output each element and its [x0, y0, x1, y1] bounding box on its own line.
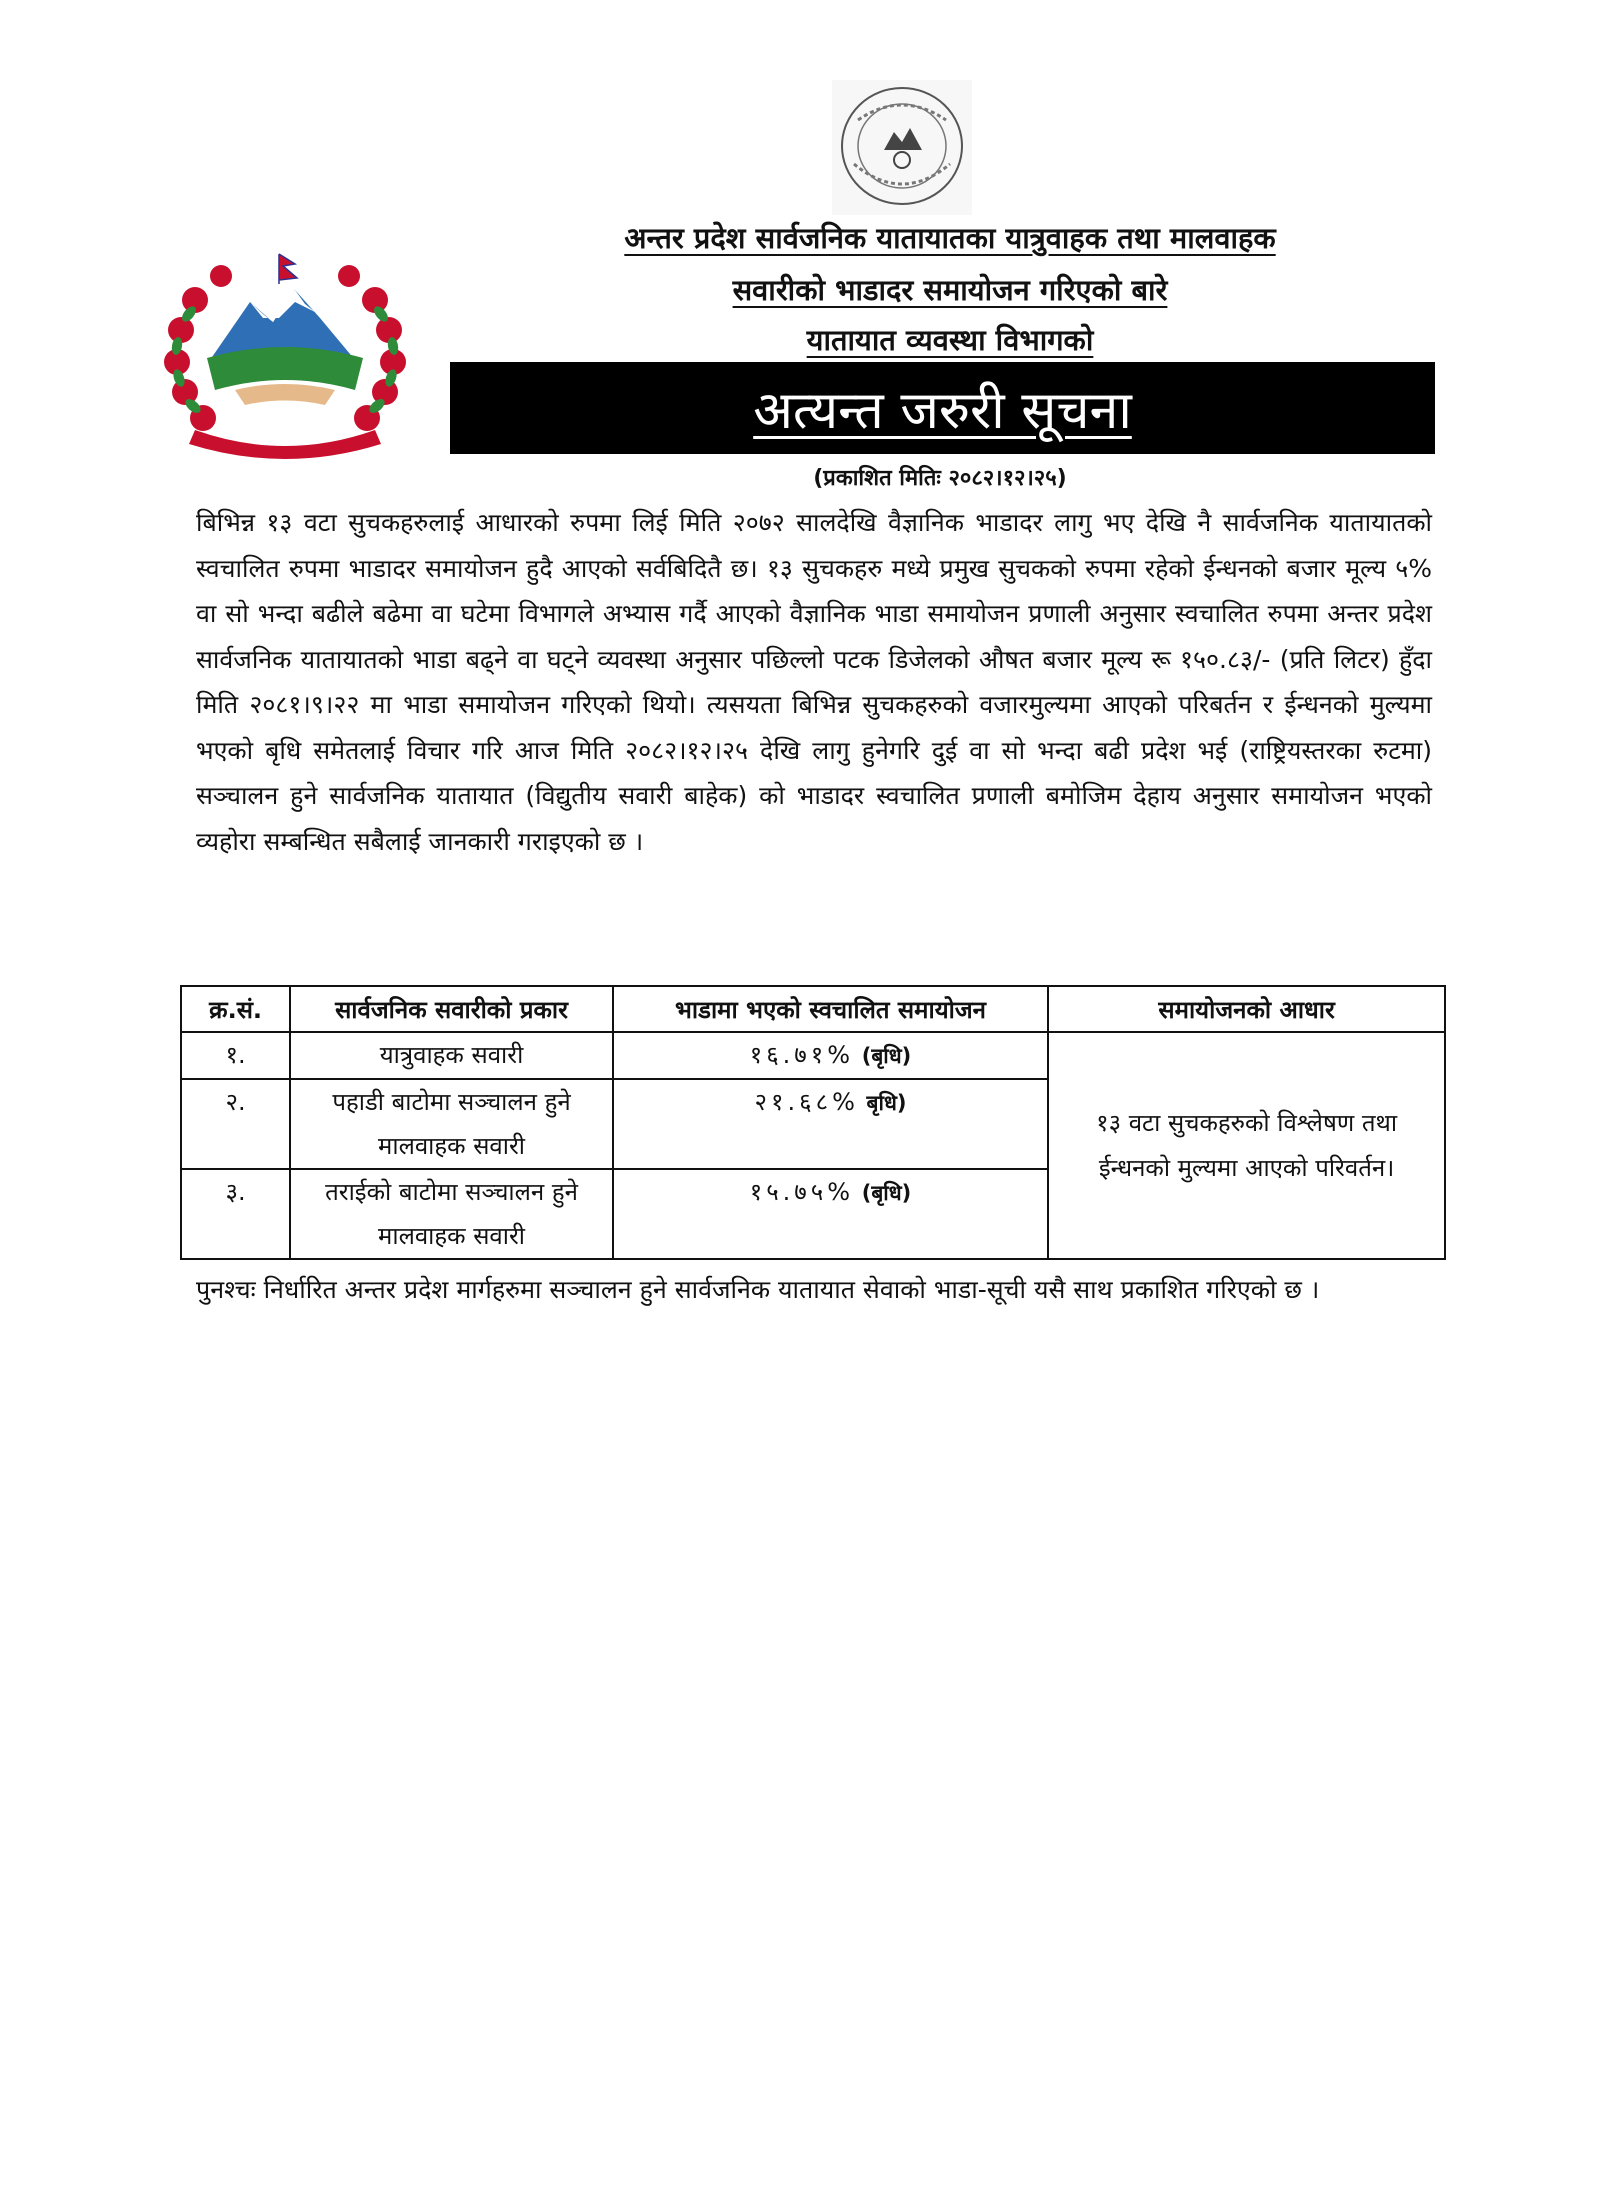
- department-name: यातायात व्यवस्था विभागको: [806, 323, 1094, 357]
- adjustment-percent: १५.७५%: [749, 1178, 855, 1206]
- header-vehicle-type: सार्वजनिक सवारीको प्रकार: [290, 986, 613, 1032]
- row-serial: २.: [181, 1079, 290, 1169]
- row-adjustment: [613, 1032, 1048, 1079]
- fare-adjustment-table: [180, 985, 1446, 1260]
- notice-body-paragraph: बिभिन्न १३ वटा सुचकहरुलाई आधारको रुपमा लिई मिति २०७२ सालदेखि वैज्ञानिक भाडादर लागु भए देखि नै सार्वजनिक यातायातको स्वचालित रुपमा भाडादर समायोजन हुदै आएको सर्वबिदितै छ। १३ सुचकहरु मध्ये प्रमुख सुचकको रुपमा रहेको ईन्धनको बजार मूल्य ५% वा सो भन्दा बढीले बढेमा वा घटेमा विभागले अभ्यास गर्दै आएको वैज्ञानिक भाडा समायोजन प्रणाली अनुसार स्वचालित रुपमा अन्तर प्रदेश सार्वजनिक यातायातको भाडा बढ्ने वा घट्ने व्यवस्था अनुसार पछिल्लो पटक डिजेलको औषत बजार मूल्य रू १५०.८३/- (प्रति लिटर) हुँदा मिति २०८१।९।२२ मा भाडा समायोजन गरिएको थियो। त्यसयता बिभिन्न सुचकहरुको वजारमुल्यमा आएको परिबर्तन र ईन्धनको मुल्यमा भएको बृधि समेतलाई विचार गरि आज मिति २०८२।१२।२५ देखि लागु हुनेगरि दुई वा सो भन्दा बढी प्रदेश भई (राष्ट्रियस्तरका रुटमा) सञ्चालन हुने सार्वजनिक यातायात (विद्युतीय सवारी बाहेक) को भाडादर स्वचालित प्रणाली बमोजिम देहाय अनुसार समायोजन भएको व्यहोरा सम्बन्धित सबैलाई जानकारी गराइएको छ ।: [196, 508, 1432, 856]
- table-row: [181, 1032, 1445, 1079]
- published-date: (प्रकाशित मितिः २०८२।१२।२५): [813, 466, 1067, 491]
- adjustment-basis: १३ वटा सुचकहरुको विश्लेषण तथा ईन्धनको मुल्यमा आएको परिवर्तन।: [1048, 1032, 1445, 1259]
- adjustment-direction: (बृधि): [861, 1181, 912, 1205]
- adjustment-percent: २१.६८%: [754, 1088, 859, 1116]
- row-adjustment: [613, 1169, 1048, 1259]
- row-adjustment: [613, 1079, 1048, 1169]
- notice-title-line-1: अन्तर प्रदेश सार्वजनिक यातायातका यात्रुवाहक तथा मालवाहक: [624, 221, 1276, 255]
- row-vehicle-type: तराईको बाटोमा सञ्चालन हुने मालवाहक सवारी: [290, 1169, 613, 1259]
- header-adjustment: भाडामा भएको स्वचालित समायोजन: [613, 986, 1048, 1032]
- notice-title-line-2: सवारीको भाडादर समायोजन गरिएको बारे: [732, 273, 1168, 307]
- row-serial: १.: [181, 1032, 290, 1079]
- nepal-emblem-icon: [155, 240, 415, 465]
- adjustment-direction: (बृधि): [861, 1044, 912, 1068]
- urgent-notice-text: अत्यन्त जरुरी सूचना: [753, 380, 1132, 441]
- adjustment-percent: १६.७१%: [749, 1041, 855, 1069]
- row-vehicle-type: पहाडी बाटोमा सञ्चालन हुने मालवाहक सवारी: [290, 1079, 613, 1169]
- adjustment-direction: बृधि): [866, 1091, 907, 1115]
- row-serial: ३.: [181, 1169, 290, 1259]
- table-header-row: [181, 986, 1445, 1032]
- urgent-notice-banner: [450, 362, 1435, 454]
- header-serial: क्र.सं.: [181, 986, 290, 1032]
- row-vehicle-type: यात्रुवाहक सवारी: [290, 1032, 613, 1079]
- header-basis: समायोजनको आधार: [1048, 986, 1445, 1032]
- footnote: पुनश्चः निर्धारित अन्तर प्रदेश मार्गहरुमा सञ्चालन हुने सार्वजनिक यातायात सेवाको भाडा-सूची यसै साथ प्रकाशित गरिएको छ ।: [196, 1275, 1320, 1304]
- department-stamp-icon: [832, 80, 972, 215]
